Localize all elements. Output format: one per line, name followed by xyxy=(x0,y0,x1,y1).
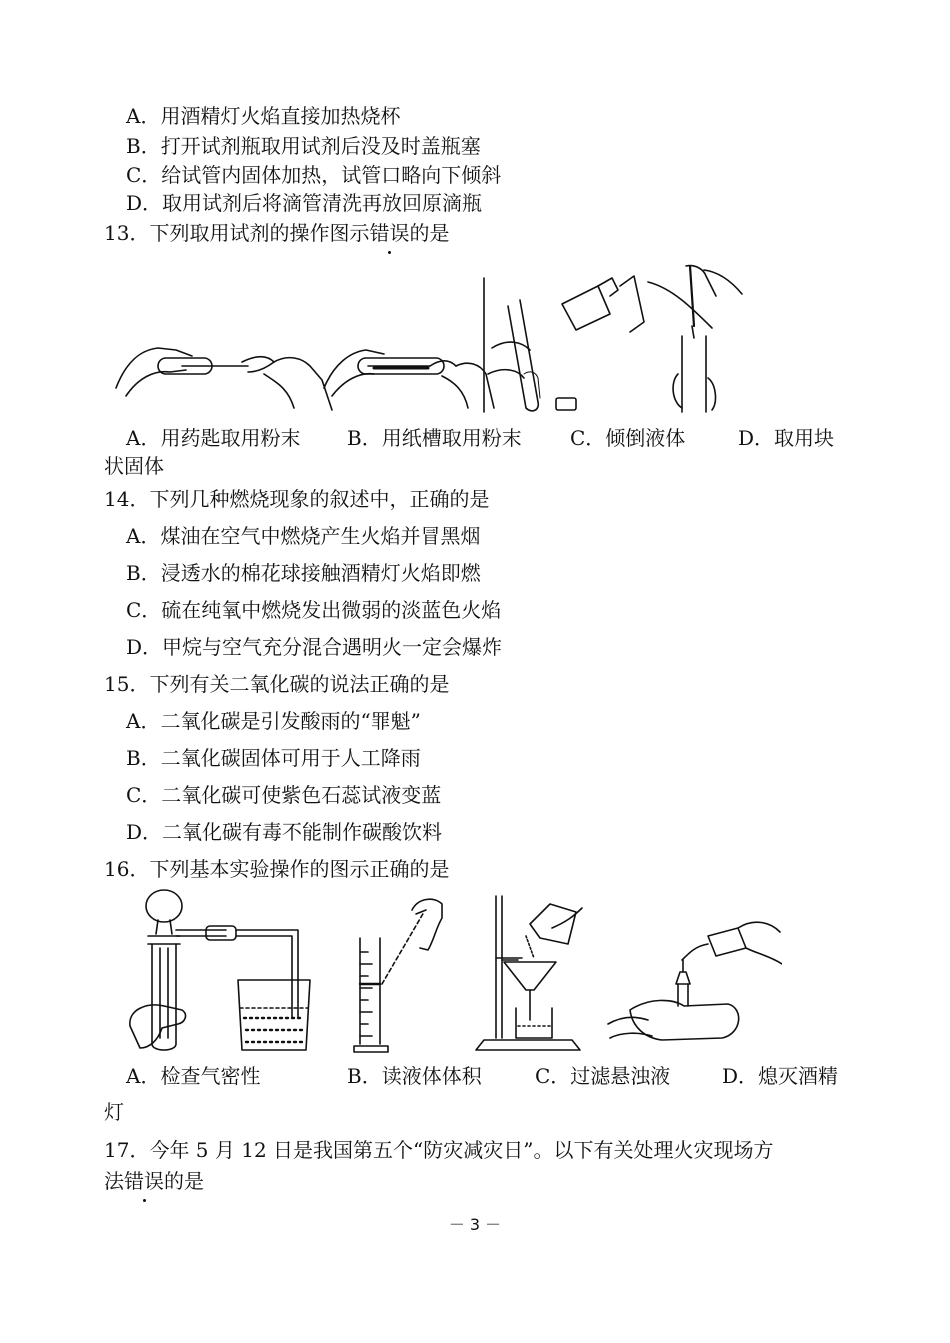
q16-label-d-wrap: 灯 xyxy=(104,1100,124,1124)
q13-figure-a xyxy=(116,348,332,410)
q16-stem: 16．下列基本实验操作的图示正确的是 xyxy=(104,857,450,881)
q12-option-d: D．取用试剂后将滴管清洗再放回原滴瓶 xyxy=(126,191,483,215)
q14-option-a: A．煤油在空气中燃烧产生火焰并冒黑烟 xyxy=(126,524,481,548)
q13-figure-d xyxy=(673,266,742,412)
q17-stem-line1: 17．今年 5 月 12 日是我国第五个“防灾减灾日”。以下有关处理火灾现场方 xyxy=(104,1138,774,1162)
q12-option-a: A．用酒精灯火焰直接加热烧杯 xyxy=(126,104,401,128)
q13-label-c: C．倾倒液体 xyxy=(570,426,686,450)
q13-label-b: B．用纸槽取用粉末 xyxy=(347,426,522,450)
q13-figure xyxy=(112,262,752,414)
q15-option-d: D．二氧化碳有毒不能制作碳酸饮料 xyxy=(126,820,443,844)
q13-label-a: A．用药匙取用粉末 xyxy=(126,426,301,450)
q15-option-b: B．二氧化碳固体可用于人工降雨 xyxy=(126,746,421,770)
q13-label-d-wrap: 状固体 xyxy=(104,454,164,478)
q16-label-a: A．检查气密性 xyxy=(126,1064,261,1088)
q13-figure-b xyxy=(324,350,494,408)
q15-option-c: C．二氧化碳可使紫色石蕊试液变蓝 xyxy=(126,783,442,807)
q14-option-d: D．甲烷与空气充分混合遇明火一定会爆炸 xyxy=(126,635,503,659)
q16-figure-b xyxy=(354,899,442,1052)
page-number: － 3 － xyxy=(448,1215,502,1234)
q14-stem: 14．下列几种燃烧现象的叙述中，正确的是 xyxy=(104,487,490,511)
q13-figure-c xyxy=(484,276,712,412)
q16-figure-d xyxy=(608,922,782,1040)
q16-figure xyxy=(122,888,782,1054)
q13-label-d: D．取用块 xyxy=(738,426,835,450)
q16-label-b: B．读液体体积 xyxy=(347,1064,482,1088)
q17-emphasis: 错误 xyxy=(124,1169,164,1193)
q16-label-c: C．过滤悬浊液 xyxy=(535,1064,671,1088)
q15-stem: 15．下列有关二氧化碳的说法正确的是 xyxy=(104,672,450,696)
q13-stem: 13．下列取用试剂的操作图示错误的是 xyxy=(104,221,450,245)
q14-option-c: C．硫在纯氧中燃烧发出微弱的淡蓝色火焰 xyxy=(126,598,502,622)
q16-figure-a xyxy=(130,890,310,1050)
q17-stem-line2: 法错误的是 xyxy=(104,1169,204,1193)
q14-option-b: B．浸透水的棉花球接触酒精灯火焰即燃 xyxy=(126,561,481,585)
q16-figure-c xyxy=(476,896,582,1050)
q12-option-b: B．打开试剂瓶取用试剂后没及时盖瓶塞 xyxy=(126,134,481,158)
q12-option-c: C．给试管内固体加热，试管口略向下倾斜 xyxy=(126,163,502,187)
q16-label-d: D．熄灭酒精 xyxy=(722,1064,839,1088)
q15-option-a: A．二氧化碳是引发酸雨的“罪魁” xyxy=(126,709,421,733)
q13-emphasis: 错误 xyxy=(369,221,410,245)
